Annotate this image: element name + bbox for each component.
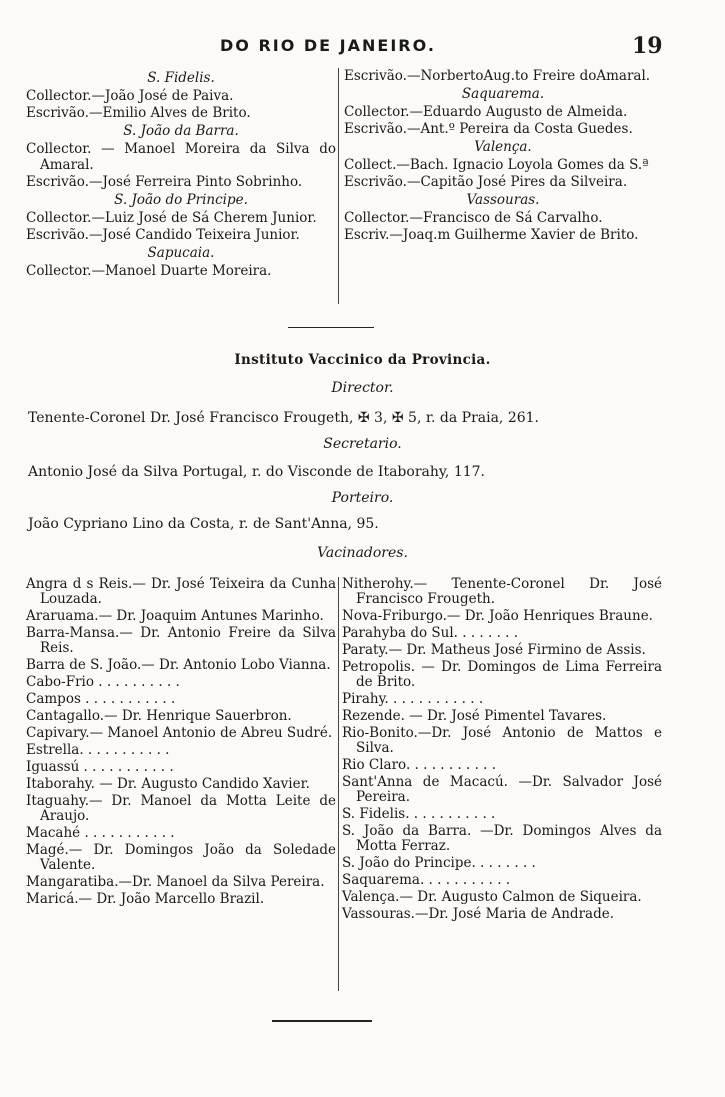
vaccinator-entry: S. João do Principe. . . . . . . . xyxy=(342,855,536,871)
vaccinators-left-column xyxy=(26,577,336,909)
porter-text: João Cypriano Lino da Costa, r. de Sant'Anna, 95. xyxy=(28,516,379,532)
official-entry: Escrivão.—José Candido Teixeira Junior. xyxy=(26,227,300,243)
official-entry: Collector.—João José de Paiva. xyxy=(26,88,234,104)
vaccinator-entry: Barra de S. João.— Dr. Antonio Lobo Vianna. xyxy=(26,657,331,673)
vaccinator-entry: Rezende. — Dr. José Pimentel Tavares. xyxy=(342,708,607,724)
official-entry: Escrivão.—Capitão José Pires da Silveira. xyxy=(344,174,628,190)
end-rule xyxy=(272,1020,372,1022)
vaccinator-entry: Angra d s Reis.— Dr. José Teixeira da Cunha Louzada. xyxy=(26,576,336,607)
director-text: Tenente-Coronel Dr. José Francisco Frougeth, ✠ 3, ✠ 5, r. da Praia, 261. xyxy=(28,410,540,426)
vaccinator-entry: Macahé . . . . . . . . . . . xyxy=(26,825,175,841)
locality-heading: S. João do Principe. xyxy=(114,192,248,208)
official-entry: Escrivão.—NorbertoAug.to Freire doAmaral. xyxy=(344,68,651,84)
official-entry: Collector.—Luiz José de Sá Cherem Junior. xyxy=(26,210,317,226)
secretary-text: Antonio José da Silva Portugal, r. do Visconde de Itaborahy, 117. xyxy=(28,464,486,480)
locality-heading: Valença. xyxy=(474,139,532,155)
official-entry: Escrivão.—Emilio Alves de Brito. xyxy=(26,105,251,121)
vaccinator-entry: Cantagallo.— Dr. Henrique Sauerbron. xyxy=(26,708,292,724)
vaccinator-entry: Saquarema. . . . . . . . . . . xyxy=(342,872,511,888)
vaccinators-label: Vacinadores. xyxy=(317,545,408,561)
official-entry: Collector.—Eduardo Augusto de Almeida. xyxy=(344,104,628,120)
official-entry: Collect.—Bach. Ignacio Loyola Gomes da S.ª xyxy=(344,157,649,173)
vaccinator-entry: Parahyba do Sul. . . . . . . . xyxy=(342,625,519,641)
vaccinator-entry: Araruama.— Dr. Joaquim Antunes Marinho. xyxy=(26,608,324,624)
vaccinator-entry: Sant'Anna de Macacú. —Dr. Salvador José Pereira. xyxy=(342,774,662,805)
locality-heading: S. Fidelis. xyxy=(147,70,215,86)
official-entry: Escrivão.—Ant.º Pereira da Costa Guedes. xyxy=(344,121,633,137)
collectors-left-column xyxy=(26,68,336,280)
locality-heading: Saquarema. xyxy=(461,86,545,102)
vaccinator-entry: Vassouras.—Dr. José Maria de Andrade. xyxy=(342,906,614,922)
director-label: Director. xyxy=(331,380,394,396)
vaccinator-entry: Itaborahy. — Dr. Augusto Candido Xavier. xyxy=(26,776,310,792)
vaccinator-entry: S. Fidelis. . . . . . . . . . . xyxy=(342,806,496,822)
locality-heading: Sapucaia. xyxy=(147,245,215,261)
column-divider-top xyxy=(338,68,339,304)
porter-label: Porteiro. xyxy=(331,490,394,506)
running-head xyxy=(0,33,725,62)
official-entry: Collector.—Francisco de Sá Carvalho. xyxy=(344,210,603,226)
locality-heading: S. João da Barra. xyxy=(123,123,239,139)
institute-title: Instituto Vaccinico da Provincia. xyxy=(234,352,491,368)
column-divider-bottom xyxy=(338,577,339,991)
vaccinator-entry: Rio-Bonito.—Dr. José Antonio de Mattos e Silva. xyxy=(342,725,662,756)
vaccinator-entry: Valença.— Dr. Augusto Calmon de Siqueira. xyxy=(342,889,642,905)
section-rule xyxy=(288,327,374,328)
collectors-section xyxy=(26,68,662,308)
vaccinator-entry: Itaguahy.— Dr. Manoel da Motta Leite de Araujo. xyxy=(26,793,336,824)
vaccinator-entry: Magé.— Dr. Domingos João da Soledade Valente. xyxy=(26,842,336,873)
vaccinator-entry: Iguassú . . . . . . . . . . . xyxy=(26,759,174,775)
vaccinator-entry: Rio Claro. . . . . . . . . . . xyxy=(342,757,497,773)
official-entry: Collector.—Manoel Duarte Moreira. xyxy=(26,263,272,279)
vaccinator-entry: Pirahy. . . . . . . . . . . . xyxy=(342,691,484,707)
official-entry: Escrivão.—José Ferreira Pinto Sobrinho. xyxy=(26,174,303,190)
running-title: DO RIO DE JANEIRO. xyxy=(220,36,436,55)
vaccinators-section xyxy=(26,577,662,997)
vaccinator-entry: Paraty.— Dr. Matheus José Firmino de Assis. xyxy=(342,642,646,658)
vaccinator-entry: Cabo-Frio . . . . . . . . . . xyxy=(26,674,180,690)
vaccinator-entry: Barra-Mansa.— Dr. Antonio Freire da Silva Reis. xyxy=(26,625,336,656)
collectors-right-column xyxy=(344,68,662,244)
page-number: 19 xyxy=(632,33,663,59)
vaccinator-entry: Mangaratiba.—Dr. Manoel da Silva Pereira. xyxy=(26,874,325,890)
vaccinator-entry: Capivary.— Manoel Antonio de Abreu Sudré. xyxy=(26,725,333,741)
secretary-label: Secretario. xyxy=(323,436,402,452)
official-entry: Escriv.—Joaq.m Guilherme Xavier de Brito. xyxy=(344,227,639,243)
vaccinator-entry: Petropolis. — Dr. Domingos de Lima Ferreira de Brito. xyxy=(342,659,662,690)
vaccinator-entry: Maricá.— Dr. João Marcello Brazil. xyxy=(26,891,265,907)
vaccinator-entry: Nova-Friburgo.— Dr. João Henriques Braune. xyxy=(342,608,653,624)
vaccinators-right-column xyxy=(342,577,662,924)
vaccinator-entry: Campos . . . . . . . . . . . xyxy=(26,691,176,707)
vaccinator-entry: S. João da Barra. —Dr. Domingos Alves da Motta Ferraz. xyxy=(342,823,662,854)
locality-heading: Vassouras. xyxy=(466,192,540,208)
vaccinator-entry: Estrella. . . . . . . . . . . xyxy=(26,742,170,758)
vaccinator-entry: Nitherohy.— Tenente-Coronel Dr. José Francisco Frougeth. xyxy=(342,576,662,607)
official-entry: Collector. — Manoel Moreira da Silva do Amaral. xyxy=(26,141,336,173)
